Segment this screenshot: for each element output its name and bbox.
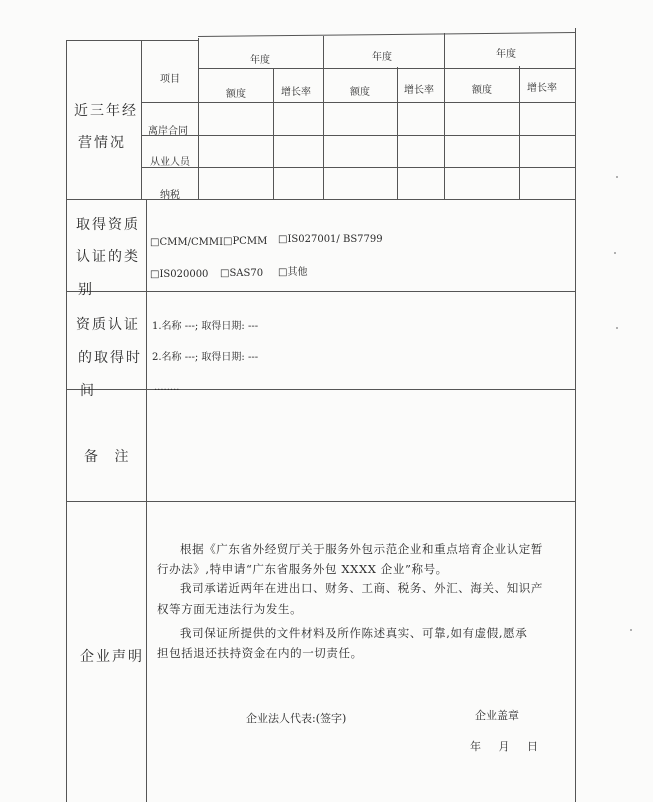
cert-option-sas70[interactable]: □SAS70 bbox=[220, 268, 264, 279]
col-amount-1: 额度 bbox=[226, 89, 246, 100]
remarks-heading: 备 注 bbox=[84, 449, 135, 465]
cert-time-entry-2: 2.名称 ---; 取得日期: --- bbox=[152, 352, 259, 363]
cert-time-entry-1: 1.名称 ---; 取得日期: --- bbox=[152, 321, 259, 332]
grid-row-header-bottom bbox=[141, 102, 576, 103]
date-label: 年 月 日 bbox=[470, 740, 538, 753]
outer-border-right bbox=[575, 28, 576, 802]
declaration-para3-line2: 担包括退还扶持资金在内的一切责任。 bbox=[157, 646, 363, 660]
grid-col-growth1 bbox=[273, 69, 274, 199]
declaration-para2-line2: 权等方面无违法行为发生。 bbox=[157, 602, 303, 616]
cert-option-other[interactable]: □其他 bbox=[278, 267, 308, 278]
col-growth-2: 增长率 bbox=[404, 85, 434, 96]
row-label-offshore: 离岸合同 bbox=[148, 126, 188, 137]
year-label-1: 年度 bbox=[250, 55, 270, 66]
grid-row-3 bbox=[141, 167, 576, 168]
divider-certs bbox=[66, 291, 576, 292]
divider-remarks bbox=[66, 501, 576, 502]
declaration-para1-line2: 行办法》,特申请“广东省服务外包 XXXX 企业”称号。 bbox=[157, 562, 448, 576]
col-amount-2: 额度 bbox=[350, 87, 370, 98]
business-heading-line1: 近三年经 bbox=[74, 103, 138, 119]
cert-option-cmm[interactable]: □CMM/CMMI bbox=[150, 237, 224, 248]
col-amount-3: 额度 bbox=[472, 85, 492, 96]
cert-time-ellipsis: ........ bbox=[154, 382, 180, 393]
business-heading-line2: 营情况 bbox=[78, 135, 126, 151]
col-growth-1: 增长率 bbox=[281, 87, 311, 98]
grid-col-year1 bbox=[198, 38, 199, 199]
legal-rep-signature-label: 企业法人代表:(签字) bbox=[246, 712, 347, 725]
label-column-divider-top bbox=[141, 40, 142, 199]
cert-option-iso27001[interactable]: □IS027001/ BS7799 bbox=[278, 234, 383, 245]
grid-col-growth2 bbox=[397, 67, 398, 199]
declaration-para2-line1: 我司承诺近两年在进出口、财务、工商、税务、外汇、海关、知识产 bbox=[180, 581, 543, 595]
label-column-divider-bottom bbox=[146, 199, 147, 802]
outer-border-left bbox=[66, 40, 67, 802]
grid-row-year-sub bbox=[198, 68, 576, 69]
declaration-heading: 企业声明 bbox=[80, 649, 144, 665]
outer-border-top bbox=[198, 32, 575, 37]
cert-time-heading-line3: 间 bbox=[80, 383, 96, 399]
certs-heading-line3: 别 bbox=[78, 282, 94, 298]
certs-heading-line2: 认证的类 bbox=[76, 249, 140, 265]
col-growth-3: 增长率 bbox=[527, 83, 557, 94]
row-label-tax: 纳税 bbox=[160, 190, 180, 201]
cert-time-heading-line1: 资质认证 bbox=[76, 317, 140, 333]
grid-col-year3 bbox=[444, 33, 445, 199]
item-label: 项目 bbox=[160, 74, 180, 85]
outer-border-top-left bbox=[66, 40, 198, 41]
row-label-staff: 从业人员 bbox=[150, 157, 190, 168]
certs-heading-line1: 取得资质 bbox=[76, 217, 140, 233]
cert-option-pcmm[interactable]: □PCMM bbox=[223, 236, 268, 247]
year-label-2: 年度 bbox=[372, 52, 392, 63]
cert-option-iso20000[interactable]: □IS020000 bbox=[150, 269, 209, 280]
declaration-para1-line1: 根据《广东省外经贸厅关于服务外包示范企业和重点培育企业认定暂 bbox=[180, 542, 543, 556]
grid-col-growth3 bbox=[519, 66, 520, 199]
divider-business bbox=[66, 199, 576, 200]
year-label-3: 年度 bbox=[496, 49, 516, 60]
grid-col-year2 bbox=[323, 36, 324, 199]
scan-speck bbox=[630, 629, 632, 631]
grid-row-2 bbox=[141, 135, 576, 136]
divider-cert-time bbox=[66, 389, 576, 390]
cert-time-heading-line2: 的取得时 bbox=[78, 350, 142, 366]
scan-speck bbox=[616, 176, 618, 178]
company-seal-label: 企业盖章 bbox=[475, 709, 519, 722]
scan-speck bbox=[616, 327, 618, 329]
declaration-para3-line1: 我司保证所提供的文件材料及所作陈述真实、可靠,如有虚假,愿承 bbox=[180, 626, 528, 640]
scan-speck bbox=[614, 252, 616, 254]
